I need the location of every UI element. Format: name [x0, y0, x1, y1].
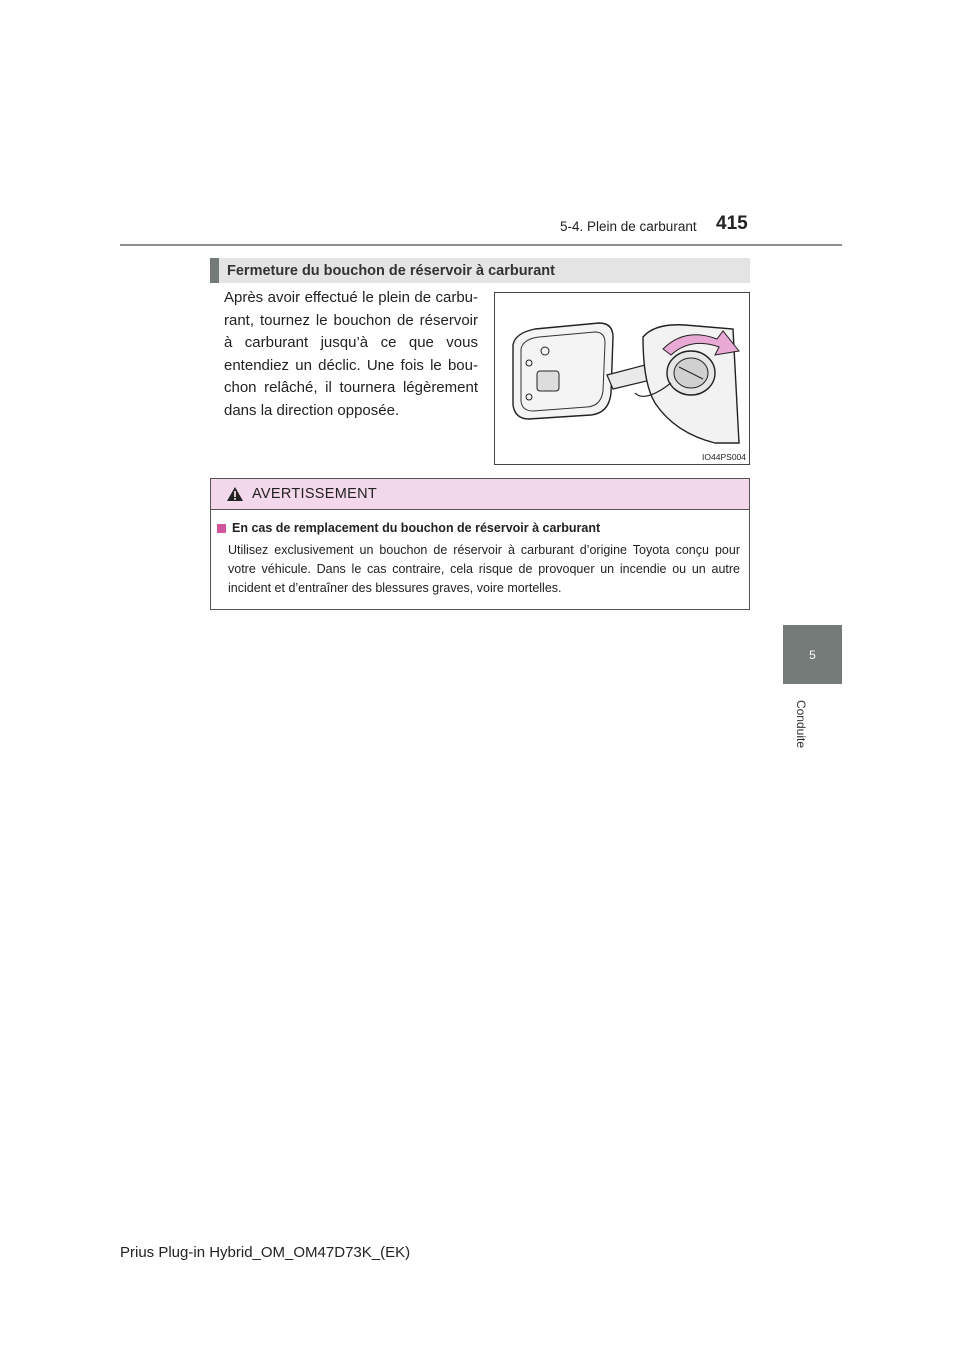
footer-document-id: Prius Plug-in Hybrid_OM_OM47D73K_(EK)	[120, 1244, 411, 1261]
section-heading	[210, 258, 750, 283]
page-number: 415	[716, 213, 748, 234]
chapter-number: 5	[809, 647, 816, 662]
square-bullet-icon	[217, 524, 226, 533]
warning-header	[211, 479, 749, 510]
warning-box	[210, 478, 750, 610]
section-body-text: Après avoir effectué le plein de carbu-rant, tournez le bouchon de réservoir à carburant jusqu’à ce que vous entendiez un déclic. Une fois le bou-chon relâché, il tournera légèrement dans la direction opposée.	[224, 289, 478, 419]
fuel-cap-illustration	[494, 292, 750, 465]
fuel-door-lid	[513, 323, 613, 419]
header-rule	[120, 244, 842, 246]
chapter-tab	[783, 625, 842, 684]
warning-subtitle-text: En cas de remplacement du bouchon de réservoir à carburant	[232, 521, 601, 535]
warning-title: AVERTISSEMENT	[252, 486, 378, 502]
chapter-label: Conduite	[794, 699, 808, 749]
warning-body-text: Utilisez exclusivement un bouchon de réservoir à carburant d’origine Toyota conçu pour votre véhicule. Dans le cas contraire, cela risque de provoquer un incendie ou un autre incident et d’entraîner des blessures graves, voire mortelles.	[228, 543, 740, 595]
warning-subtitle	[217, 521, 600, 535]
header-section-title: 5-4. Plein de carburant	[560, 219, 697, 234]
fuel-door-latch	[537, 371, 559, 391]
fuel-door-diagram	[495, 293, 749, 464]
section-heading-text: Fermeture du bouchon de réservoir à carburant	[227, 262, 555, 279]
figure-code: IO44PS004	[702, 452, 746, 462]
heading-bar	[210, 258, 219, 283]
warning-triangle-icon	[226, 486, 244, 502]
